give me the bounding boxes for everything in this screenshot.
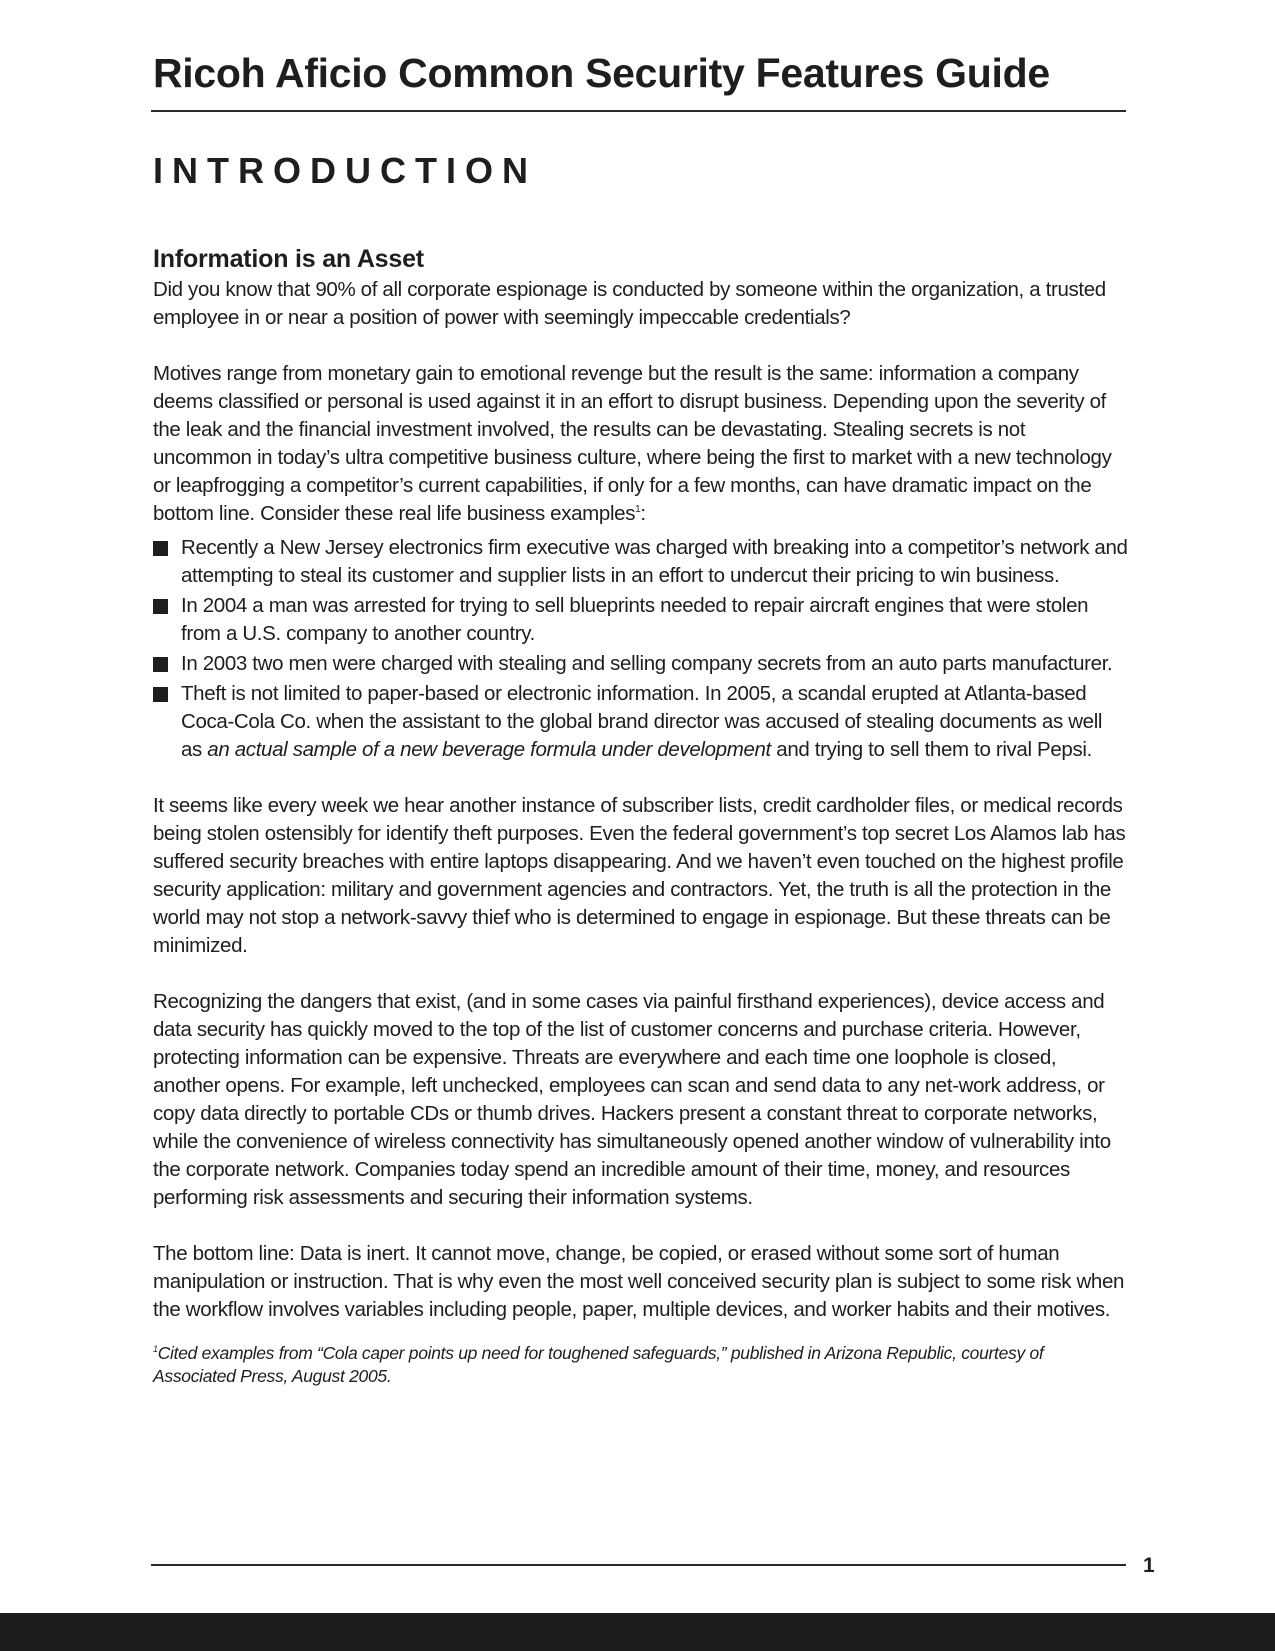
- section-title: INTRODUCTION: [153, 150, 537, 191]
- document-title: Ricoh Aficio Common Security Features Guide: [153, 50, 1050, 96]
- list-item: [153, 650, 1128, 678]
- footnote: [153, 1342, 1128, 1388]
- bullet-square-icon: [153, 657, 168, 672]
- subheading: Information is an Asset: [153, 245, 424, 273]
- footer-divider: [151, 1564, 1126, 1566]
- paragraph-2-end: :: [640, 502, 646, 525]
- paragraph-3: It seems like every week we hear another instance of subscriber lists, credit cardholder files, or medical records being stolen ostensibly for identify theft purposes. Even the federal government’s top secret Los Alamos lab has suffered security breaches with entire laptops disappearing. And we haven’t even touched on the highest profile security application: military and government agencies and contractors. Yet, the truth is all the protection in the world may not stop a network-savvy thief who is determined to engage in espionage. But these threats can be minimized.: [153, 794, 1126, 957]
- list-item: [153, 534, 1128, 590]
- list-item-text: In 2004 a man was arrested for trying to sell blueprints needed to repair aircraft engines that were stolen from a U.S. company to another country.: [181, 594, 1089, 645]
- body-content: [153, 244, 1128, 1388]
- list-item-text: In 2003 two men were charged with stealing and selling company secrets from an auto parts manufacturer.: [181, 652, 1113, 675]
- footnote-text: Cited examples from “Cola caper points up need for toughened safeguards,” published in Arizona Republic, courtesy of Associated Press, August 2005.: [153, 1343, 1044, 1386]
- list-item-italic-text: an actual sample of a new beverage formula under development: [207, 738, 771, 761]
- list-item-text-end: and trying to sell them to rival Pepsi.: [770, 738, 1092, 761]
- footnote-marker: 1: [153, 1344, 158, 1355]
- bullet-square-icon: [153, 599, 168, 614]
- bullet-square-icon: [153, 541, 168, 556]
- list-item-text: Theft is not limited to paper-based or electronic information. In 2005, a scandal erupted at Atlanta-based Coca-Cola Co. when the assistant to the global brand director was accused of stealing documents as well as: [181, 682, 1103, 761]
- page-number: 1: [1143, 1554, 1155, 1577]
- list-item: [153, 592, 1128, 648]
- paragraph-2-text: Motives range from monetary gain to emotional revenge but the result is the same: information a company deems classified or personal is used against it in an effort to disrupt business. Depending upon the severity of the leak and the financial investment involved, the results can be devastating. Stealing secrets is not uncommon in today’s ultra competitive business culture, where being the first to market with a new technology or leapfrogging a competitor’s current capabilities, if only for a few months, can have dramatic impact on the bottom line. Consider these real life business examples: [153, 362, 1112, 525]
- list-item-text: Recently a New Jersey electronics firm executive was charged with breaking into a competitor’s network and attempting to steal its customer and supplier lists in an effort to undercut their pricing to win business.: [181, 536, 1128, 587]
- paragraph-5: The bottom line: Data is inert. It cannot move, change, be copied, or erased without some sort of human manipulation or instruction. That is why even the most well conceived security plan is subject to some risk when the workflow involves variables including people, paper, multiple devices, and worker habits and their motives.: [153, 1242, 1125, 1321]
- footnote-reference: 1: [635, 504, 641, 516]
- list-item: [153, 680, 1128, 764]
- paragraph-1: Did you know that 90% of all corporate espionage is conducted by someone within the organization, a trusted employee in or near a position of power with seemingly impeccable credentials?: [153, 278, 1106, 329]
- examples-list: [153, 534, 1128, 764]
- bottom-bar: [0, 1613, 1275, 1651]
- title-divider: [151, 110, 1126, 112]
- paragraph-2: [153, 360, 1128, 528]
- bullet-square-icon: [153, 687, 168, 702]
- paragraph-4: Recognizing the dangers that exist, (and in some cases via painful firsthand experiences), device access and data security has quickly moved to the top of the list of customer concerns and purchase criteria. However, protecting information can be expensive. Threats are everywhere and each time one loophole is closed, another opens. For example, left unchecked, employees can scan and send data to any net-work address, or copy data directly to portable CDs or thumb drives. Hackers present a constant threat to corporate networks, while the convenience of wireless connectivity has simultaneously opened another window of vulnerability into the corporate network. Companies today spend an incredible amount of their time, money, and resources performing risk assessments and securing their information systems.: [153, 990, 1111, 1209]
